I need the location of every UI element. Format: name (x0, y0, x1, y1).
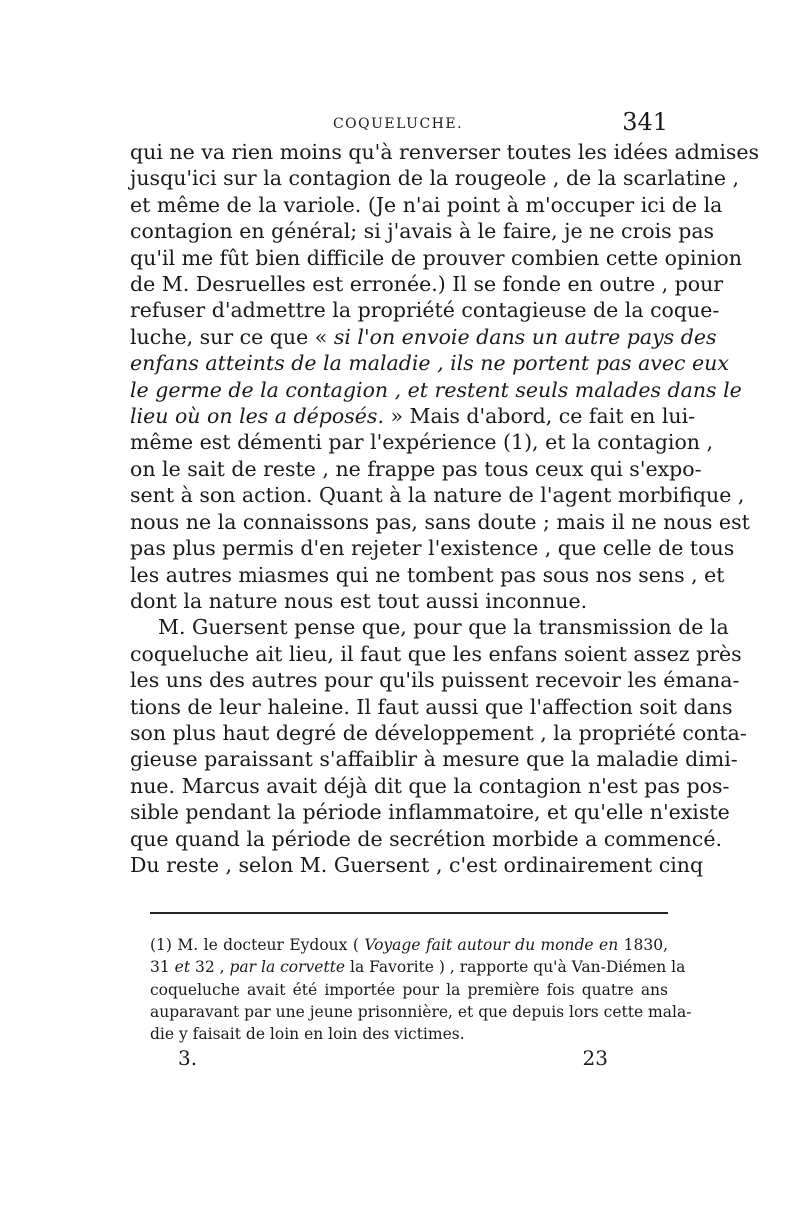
body-line: même est démenti par l'expérience (1), et la contagion , (130, 430, 714, 455)
page-header (128, 108, 668, 138)
text-segment: 32 , (190, 958, 230, 977)
body-line (130, 377, 742, 403)
body-line: son plus haut degré de développement , la propriété conta- (130, 720, 747, 745)
body-line: sible pendant la période inflammatoire, et qu'elle n'existe (130, 800, 730, 825)
italic-text: enfans atteints de la maladie , ils ne portent pas avec eux (130, 351, 729, 376)
text-segment: die y faisait de loin en loin des victimes. (150, 1025, 465, 1044)
page-number: 341 (622, 108, 668, 136)
body-line: coqueluche ait lieu, il faut que les enfans soient assez près (130, 641, 742, 666)
footnote (150, 934, 692, 1045)
body-line: nue. Marcus avait déjà dit que la contagion n'est pas pos- (130, 773, 730, 798)
page-footer (178, 1046, 608, 1076)
body-line: nous ne la connaissons pas, sans doute ; mais il ne nous est (130, 509, 750, 534)
body-text (130, 139, 760, 878)
body-line (130, 350, 729, 376)
italic-text: et (174, 958, 191, 977)
body-line: jusqu'ici sur la contagion de la rougeole , de la scarlatine , (130, 166, 739, 191)
footnote-line (150, 979, 668, 1001)
text-segment: la Favorite ) , rapporte qu'à Van-Diémen la (345, 958, 686, 977)
body-line: tions de leur haleine. Il faut aussi que l'affection soit dans (130, 694, 733, 719)
body-line: que quand la période de secrétion morbide a commencé. (130, 826, 723, 851)
body-line: sent à son action. Quant à la nature de l'agent morbifique , (130, 483, 745, 508)
body-line: M. Guersent pense que, pour que la transmission de la (158, 615, 729, 640)
body-line: et même de la variole. (Je n'ai point à m'occuper ici de la (130, 192, 723, 217)
body-line: les uns des autres pour qu'ils puissent recevoir les émana- (130, 668, 740, 693)
folio-number: 23 (582, 1046, 608, 1070)
text-segment: luche, sur ce que « (130, 324, 334, 349)
body-line: gieuse paraissant s'affaiblir à mesure que la maladie dimi- (130, 747, 738, 772)
text-segment: 31 (150, 958, 175, 977)
body-line: les autres miasmes qui ne tombent pas sous nos sens , et (130, 562, 725, 587)
text-segment: 1830, (618, 936, 668, 954)
signature-mark: 3. (178, 1046, 198, 1070)
text-segment: » Mais d'abord, ce fait en lui- (383, 404, 696, 429)
body-line (130, 403, 696, 429)
footnote-line (150, 934, 668, 956)
body-line: dont la nature nous est tout aussi inconnue. (130, 588, 588, 613)
italic-text: par la corvette (229, 958, 346, 977)
body-line (130, 324, 717, 350)
body-line: qu'il me fût bien difficile de prouver combien cette opinion (130, 245, 742, 270)
body-line: de M. Desruelles est erronée.) Il se fonde en outre , pour (130, 272, 724, 297)
body-line: Du reste , selon M. Guersent , c'est ordinairement cinq (130, 852, 704, 877)
footnote-separator (150, 912, 668, 914)
italic-text: lieu où on les a déposés. (130, 404, 384, 429)
footnote-line (150, 1023, 668, 1045)
italic-text: si l'on envoie dans un autre pays des (333, 324, 717, 349)
running-title: COQUELUCHE. (332, 116, 464, 132)
text-segment: auparavant par une jeune prisonnière, et que depuis lors cette mala- (150, 1002, 692, 1021)
body-line: pas plus permis d'en rejeter l'existence , que celle de tous (130, 536, 735, 561)
text-segment: coqueluche avait été importée pour la première fois quatre ans (150, 980, 668, 999)
body-line: refuser d'admettre la propriété contagieuse de la coque- (130, 298, 720, 323)
footnote-line (150, 1001, 692, 1023)
italic-text: Voyage fait autour du monde en (364, 936, 619, 954)
footnote-line (150, 956, 686, 978)
body-line: contagion en général; si j'avais à le faire, je ne crois pas (130, 219, 715, 244)
text-segment: (1) M. le docteur Eydoux ( (150, 936, 365, 954)
body-line: qui ne va rien moins qu'à renverser toutes les idées admises (130, 140, 760, 164)
italic-text: le germe de la contagion , et restent seuls malades dans le (130, 377, 742, 402)
body-line: on le sait de reste , ne frappe pas tous ceux qui s'expo- (130, 456, 702, 481)
